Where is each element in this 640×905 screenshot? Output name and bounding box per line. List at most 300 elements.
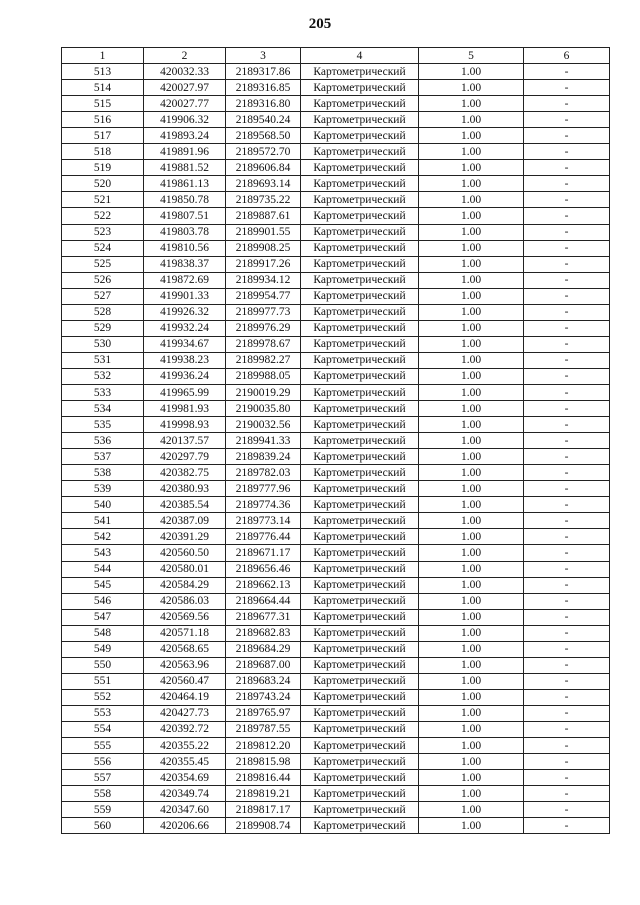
table-row xyxy=(62,288,610,304)
x-coordinate-cell: 420560.47 xyxy=(144,673,226,689)
table-row xyxy=(62,144,610,160)
header-cell-6: 6 xyxy=(524,48,610,64)
method-cell: Картометрический xyxy=(301,449,419,465)
accuracy-cell: 1.00 xyxy=(419,465,524,481)
x-coordinate-cell: 419807.51 xyxy=(144,208,226,224)
accuracy-cell: 1.00 xyxy=(419,417,524,433)
accuracy-cell: 1.00 xyxy=(419,368,524,384)
method-cell: Картометрический xyxy=(301,112,419,128)
note-cell: - xyxy=(524,320,610,336)
note-cell: - xyxy=(524,465,610,481)
note-cell: - xyxy=(524,673,610,689)
point-number-cell: 524 xyxy=(62,240,144,256)
x-coordinate-cell: 419810.56 xyxy=(144,240,226,256)
table-row xyxy=(62,96,610,112)
x-coordinate-cell: 420391.29 xyxy=(144,529,226,545)
point-number-cell: 550 xyxy=(62,657,144,673)
method-cell: Картометрический xyxy=(301,272,419,288)
x-coordinate-cell: 419936.24 xyxy=(144,368,226,384)
table-row xyxy=(62,320,610,336)
point-number-cell: 559 xyxy=(62,802,144,818)
note-cell: - xyxy=(524,770,610,786)
y-coordinate-cell: 2189839.24 xyxy=(226,449,301,465)
accuracy-cell: 1.00 xyxy=(419,224,524,240)
x-coordinate-cell: 420206.66 xyxy=(144,818,226,834)
note-cell: - xyxy=(524,738,610,754)
accuracy-cell: 1.00 xyxy=(419,304,524,320)
note-cell: - xyxy=(524,417,610,433)
note-cell: - xyxy=(524,545,610,561)
point-number-cell: 515 xyxy=(62,96,144,112)
point-number-cell: 554 xyxy=(62,721,144,737)
note-cell: - xyxy=(524,176,610,192)
coordinates-table xyxy=(61,47,610,834)
table-row xyxy=(62,368,610,384)
y-coordinate-cell: 2189782.03 xyxy=(226,465,301,481)
y-coordinate-cell: 2189977.73 xyxy=(226,304,301,320)
y-coordinate-cell: 2189683.24 xyxy=(226,673,301,689)
x-coordinate-cell: 420427.73 xyxy=(144,705,226,721)
y-coordinate-cell: 2189887.61 xyxy=(226,208,301,224)
point-number-cell: 539 xyxy=(62,481,144,497)
method-cell: Картометрический xyxy=(301,513,419,529)
table-row xyxy=(62,497,610,513)
table-row xyxy=(62,786,610,802)
table-row xyxy=(62,176,610,192)
method-cell: Картометрический xyxy=(301,80,419,96)
y-coordinate-cell: 2189819.21 xyxy=(226,786,301,802)
point-number-cell: 520 xyxy=(62,176,144,192)
header-cell-5: 5 xyxy=(419,48,524,64)
x-coordinate-cell: 419938.23 xyxy=(144,352,226,368)
y-coordinate-cell: 2189917.26 xyxy=(226,256,301,272)
accuracy-cell: 1.00 xyxy=(419,545,524,561)
point-number-cell: 528 xyxy=(62,304,144,320)
table-row xyxy=(62,433,610,449)
x-coordinate-cell: 419893.24 xyxy=(144,128,226,144)
table-row xyxy=(62,208,610,224)
accuracy-cell: 1.00 xyxy=(419,786,524,802)
x-coordinate-cell: 420571.18 xyxy=(144,625,226,641)
method-cell: Картометрический xyxy=(301,545,419,561)
table-row xyxy=(62,818,610,834)
accuracy-cell: 1.00 xyxy=(419,80,524,96)
note-cell: - xyxy=(524,304,610,320)
method-cell: Картометрический xyxy=(301,673,419,689)
y-coordinate-cell: 2189908.25 xyxy=(226,240,301,256)
point-number-cell: 543 xyxy=(62,545,144,561)
point-number-cell: 526 xyxy=(62,272,144,288)
table-row xyxy=(62,417,610,433)
method-cell: Картометрический xyxy=(301,689,419,705)
note-cell: - xyxy=(524,401,610,417)
method-cell: Картометрический xyxy=(301,721,419,737)
point-number-cell: 532 xyxy=(62,368,144,384)
x-coordinate-cell: 420563.96 xyxy=(144,657,226,673)
table-row xyxy=(62,721,610,737)
y-coordinate-cell: 2189776.44 xyxy=(226,529,301,545)
table-row xyxy=(62,401,610,417)
method-cell: Картометрический xyxy=(301,754,419,770)
note-cell: - xyxy=(524,641,610,657)
x-coordinate-cell: 420354.69 xyxy=(144,770,226,786)
y-coordinate-cell: 2189817.17 xyxy=(226,802,301,818)
y-coordinate-cell: 2189941.33 xyxy=(226,433,301,449)
y-coordinate-cell: 2189743.24 xyxy=(226,689,301,705)
y-coordinate-cell: 2189606.84 xyxy=(226,160,301,176)
table-row xyxy=(62,240,610,256)
note-cell: - xyxy=(524,352,610,368)
note-cell: - xyxy=(524,481,610,497)
accuracy-cell: 1.00 xyxy=(419,818,524,834)
accuracy-cell: 1.00 xyxy=(419,625,524,641)
table-row xyxy=(62,128,610,144)
x-coordinate-cell: 419965.99 xyxy=(144,384,226,400)
method-cell: Картометрический xyxy=(301,64,419,80)
method-cell: Картометрический xyxy=(301,481,419,497)
accuracy-cell: 1.00 xyxy=(419,128,524,144)
note-cell: - xyxy=(524,513,610,529)
note-cell: - xyxy=(524,497,610,513)
x-coordinate-cell: 419850.78 xyxy=(144,192,226,208)
method-cell: Картометрический xyxy=(301,336,419,352)
method-cell: Картометрический xyxy=(301,577,419,593)
point-number-cell: 538 xyxy=(62,465,144,481)
note-cell: - xyxy=(524,96,610,112)
method-cell: Картометрический xyxy=(301,240,419,256)
note-cell: - xyxy=(524,449,610,465)
note-cell: - xyxy=(524,433,610,449)
point-number-cell: 523 xyxy=(62,224,144,240)
method-cell: Картометрический xyxy=(301,144,419,160)
method-cell: Картометрический xyxy=(301,641,419,657)
x-coordinate-cell: 420586.03 xyxy=(144,593,226,609)
y-coordinate-cell: 2189988.05 xyxy=(226,368,301,384)
note-cell: - xyxy=(524,288,610,304)
y-coordinate-cell: 2189908.74 xyxy=(226,818,301,834)
note-cell: - xyxy=(524,240,610,256)
point-number-cell: 552 xyxy=(62,689,144,705)
point-number-cell: 560 xyxy=(62,818,144,834)
accuracy-cell: 1.00 xyxy=(419,673,524,689)
note-cell: - xyxy=(524,561,610,577)
accuracy-cell: 1.00 xyxy=(419,112,524,128)
table-row xyxy=(62,770,610,786)
method-cell: Картометрический xyxy=(301,625,419,641)
point-number-cell: 544 xyxy=(62,561,144,577)
point-number-cell: 556 xyxy=(62,754,144,770)
y-coordinate-cell: 2189816.44 xyxy=(226,770,301,786)
y-coordinate-cell: 2189982.27 xyxy=(226,352,301,368)
y-coordinate-cell: 2189684.29 xyxy=(226,641,301,657)
accuracy-cell: 1.00 xyxy=(419,384,524,400)
accuracy-cell: 1.00 xyxy=(419,352,524,368)
y-coordinate-cell: 2190035.80 xyxy=(226,401,301,417)
method-cell: Картометрический xyxy=(301,705,419,721)
accuracy-cell: 1.00 xyxy=(419,641,524,657)
method-cell: Картометрический xyxy=(301,224,419,240)
note-cell: - xyxy=(524,256,610,272)
x-coordinate-cell: 420569.56 xyxy=(144,609,226,625)
accuracy-cell: 1.00 xyxy=(419,192,524,208)
point-number-cell: 522 xyxy=(62,208,144,224)
y-coordinate-cell: 2189316.85 xyxy=(226,80,301,96)
method-cell: Картометрический xyxy=(301,368,419,384)
point-number-cell: 541 xyxy=(62,513,144,529)
note-cell: - xyxy=(524,272,610,288)
table-row xyxy=(62,304,610,320)
y-coordinate-cell: 2189787.55 xyxy=(226,721,301,737)
x-coordinate-cell: 419934.67 xyxy=(144,336,226,352)
y-coordinate-cell: 2190032.56 xyxy=(226,417,301,433)
note-cell: - xyxy=(524,818,610,834)
x-coordinate-cell: 420355.22 xyxy=(144,738,226,754)
note-cell: - xyxy=(524,128,610,144)
table-row xyxy=(62,160,610,176)
y-coordinate-cell: 2189540.24 xyxy=(226,112,301,128)
accuracy-cell: 1.00 xyxy=(419,754,524,770)
point-number-cell: 521 xyxy=(62,192,144,208)
note-cell: - xyxy=(524,705,610,721)
header-cell-2: 2 xyxy=(144,48,226,64)
method-cell: Картометрический xyxy=(301,465,419,481)
x-coordinate-cell: 420560.50 xyxy=(144,545,226,561)
y-coordinate-cell: 2189677.31 xyxy=(226,609,301,625)
x-coordinate-cell: 420380.93 xyxy=(144,481,226,497)
point-number-cell: 516 xyxy=(62,112,144,128)
y-coordinate-cell: 2189735.22 xyxy=(226,192,301,208)
method-cell: Картометрический xyxy=(301,96,419,112)
point-number-cell: 519 xyxy=(62,160,144,176)
accuracy-cell: 1.00 xyxy=(419,288,524,304)
point-number-cell: 555 xyxy=(62,738,144,754)
y-coordinate-cell: 2189901.55 xyxy=(226,224,301,240)
note-cell: - xyxy=(524,786,610,802)
table-row xyxy=(62,352,610,368)
point-number-cell: 551 xyxy=(62,673,144,689)
method-cell: Картометрический xyxy=(301,320,419,336)
y-coordinate-cell: 2189662.13 xyxy=(226,577,301,593)
note-cell: - xyxy=(524,384,610,400)
accuracy-cell: 1.00 xyxy=(419,481,524,497)
table-row xyxy=(62,256,610,272)
x-coordinate-cell: 420297.79 xyxy=(144,449,226,465)
note-cell: - xyxy=(524,64,610,80)
y-coordinate-cell: 2189774.36 xyxy=(226,497,301,513)
table-row xyxy=(62,80,610,96)
x-coordinate-cell: 420464.19 xyxy=(144,689,226,705)
note-cell: - xyxy=(524,657,610,673)
accuracy-cell: 1.00 xyxy=(419,401,524,417)
accuracy-cell: 1.00 xyxy=(419,336,524,352)
point-number-cell: 540 xyxy=(62,497,144,513)
y-coordinate-cell: 2189572.70 xyxy=(226,144,301,160)
point-number-cell: 530 xyxy=(62,336,144,352)
y-coordinate-cell: 2189815.98 xyxy=(226,754,301,770)
header-row xyxy=(62,48,610,64)
table-row xyxy=(62,754,610,770)
y-coordinate-cell: 2189773.14 xyxy=(226,513,301,529)
accuracy-cell: 1.00 xyxy=(419,208,524,224)
method-cell: Картометрический xyxy=(301,128,419,144)
x-coordinate-cell: 420347.60 xyxy=(144,802,226,818)
x-coordinate-cell: 419901.33 xyxy=(144,288,226,304)
method-cell: Картометрический xyxy=(301,352,419,368)
point-number-cell: 547 xyxy=(62,609,144,625)
y-coordinate-cell: 2189934.12 xyxy=(226,272,301,288)
header-cell-1: 1 xyxy=(62,48,144,64)
point-number-cell: 534 xyxy=(62,401,144,417)
table-row xyxy=(62,689,610,705)
y-coordinate-cell: 2189765.97 xyxy=(226,705,301,721)
accuracy-cell: 1.00 xyxy=(419,449,524,465)
note-cell: - xyxy=(524,577,610,593)
note-cell: - xyxy=(524,609,610,625)
method-cell: Картометрический xyxy=(301,176,419,192)
table-row xyxy=(62,802,610,818)
table-row xyxy=(62,192,610,208)
note-cell: - xyxy=(524,80,610,96)
point-number-cell: 558 xyxy=(62,786,144,802)
table-row xyxy=(62,272,610,288)
table-row xyxy=(62,593,610,609)
method-cell: Картометрический xyxy=(301,304,419,320)
x-coordinate-cell: 420027.77 xyxy=(144,96,226,112)
note-cell: - xyxy=(524,529,610,545)
method-cell: Картометрический xyxy=(301,593,419,609)
note-cell: - xyxy=(524,112,610,128)
table-row xyxy=(62,609,610,625)
accuracy-cell: 1.00 xyxy=(419,144,524,160)
method-cell: Картометрический xyxy=(301,192,419,208)
note-cell: - xyxy=(524,625,610,641)
x-coordinate-cell: 420387.09 xyxy=(144,513,226,529)
x-coordinate-cell: 419803.78 xyxy=(144,224,226,240)
accuracy-cell: 1.00 xyxy=(419,802,524,818)
method-cell: Картометрический xyxy=(301,770,419,786)
note-cell: - xyxy=(524,144,610,160)
y-coordinate-cell: 2189317.86 xyxy=(226,64,301,80)
y-coordinate-cell: 2189682.83 xyxy=(226,625,301,641)
method-cell: Картометрический xyxy=(301,497,419,513)
x-coordinate-cell: 420137.57 xyxy=(144,433,226,449)
table-row xyxy=(62,705,610,721)
header-cell-4: 4 xyxy=(301,48,419,64)
x-coordinate-cell: 420027.97 xyxy=(144,80,226,96)
table-row xyxy=(62,545,610,561)
table-body xyxy=(62,64,610,834)
x-coordinate-cell: 419906.32 xyxy=(144,112,226,128)
table-header xyxy=(62,48,610,64)
y-coordinate-cell: 2189656.46 xyxy=(226,561,301,577)
accuracy-cell: 1.00 xyxy=(419,738,524,754)
accuracy-cell: 1.00 xyxy=(419,160,524,176)
x-coordinate-cell: 420392.72 xyxy=(144,721,226,737)
x-coordinate-cell: 420032.33 xyxy=(144,64,226,80)
x-coordinate-cell: 420580.01 xyxy=(144,561,226,577)
accuracy-cell: 1.00 xyxy=(419,497,524,513)
method-cell: Картометрический xyxy=(301,738,419,754)
method-cell: Картометрический xyxy=(301,786,419,802)
point-number-cell: 518 xyxy=(62,144,144,160)
accuracy-cell: 1.00 xyxy=(419,705,524,721)
accuracy-cell: 1.00 xyxy=(419,64,524,80)
method-cell: Картометрический xyxy=(301,417,419,433)
table-row xyxy=(62,449,610,465)
accuracy-cell: 1.00 xyxy=(419,657,524,673)
method-cell: Картометрический xyxy=(301,401,419,417)
note-cell: - xyxy=(524,208,610,224)
table-row xyxy=(62,657,610,673)
accuracy-cell: 1.00 xyxy=(419,176,524,192)
method-cell: Картометрический xyxy=(301,609,419,625)
point-number-cell: 545 xyxy=(62,577,144,593)
note-cell: - xyxy=(524,802,610,818)
table-row xyxy=(62,64,610,80)
y-coordinate-cell: 2189812.20 xyxy=(226,738,301,754)
note-cell: - xyxy=(524,224,610,240)
x-coordinate-cell: 420584.29 xyxy=(144,577,226,593)
table-row xyxy=(62,513,610,529)
method-cell: Картометрический xyxy=(301,433,419,449)
y-coordinate-cell: 2189954.77 xyxy=(226,288,301,304)
point-number-cell: 517 xyxy=(62,128,144,144)
point-number-cell: 549 xyxy=(62,641,144,657)
x-coordinate-cell: 420349.74 xyxy=(144,786,226,802)
table-row xyxy=(62,112,610,128)
point-number-cell: 514 xyxy=(62,80,144,96)
y-coordinate-cell: 2189976.29 xyxy=(226,320,301,336)
y-coordinate-cell: 2189568.50 xyxy=(226,128,301,144)
note-cell: - xyxy=(524,754,610,770)
method-cell: Картометрический xyxy=(301,818,419,834)
table-row xyxy=(62,673,610,689)
accuracy-cell: 1.00 xyxy=(419,529,524,545)
note-cell: - xyxy=(524,160,610,176)
x-coordinate-cell: 419998.93 xyxy=(144,417,226,433)
x-coordinate-cell: 419926.32 xyxy=(144,304,226,320)
accuracy-cell: 1.00 xyxy=(419,320,524,336)
x-coordinate-cell: 419981.93 xyxy=(144,401,226,417)
note-cell: - xyxy=(524,721,610,737)
point-number-cell: 537 xyxy=(62,449,144,465)
method-cell: Картометрический xyxy=(301,802,419,818)
point-number-cell: 553 xyxy=(62,705,144,721)
table-row xyxy=(62,577,610,593)
x-coordinate-cell: 420568.65 xyxy=(144,641,226,657)
table-row xyxy=(62,529,610,545)
point-number-cell: 533 xyxy=(62,384,144,400)
accuracy-cell: 1.00 xyxy=(419,513,524,529)
note-cell: - xyxy=(524,368,610,384)
accuracy-cell: 1.00 xyxy=(419,689,524,705)
point-number-cell: 513 xyxy=(62,64,144,80)
point-number-cell: 531 xyxy=(62,352,144,368)
y-coordinate-cell: 2189978.67 xyxy=(226,336,301,352)
method-cell: Картометрический xyxy=(301,384,419,400)
accuracy-cell: 1.00 xyxy=(419,561,524,577)
point-number-cell: 525 xyxy=(62,256,144,272)
point-number-cell: 548 xyxy=(62,625,144,641)
method-cell: Картометрический xyxy=(301,529,419,545)
point-number-cell: 535 xyxy=(62,417,144,433)
method-cell: Картометрический xyxy=(301,288,419,304)
method-cell: Картометрический xyxy=(301,657,419,673)
note-cell: - xyxy=(524,336,610,352)
x-coordinate-cell: 419861.13 xyxy=(144,176,226,192)
x-coordinate-cell: 419932.24 xyxy=(144,320,226,336)
accuracy-cell: 1.00 xyxy=(419,721,524,737)
